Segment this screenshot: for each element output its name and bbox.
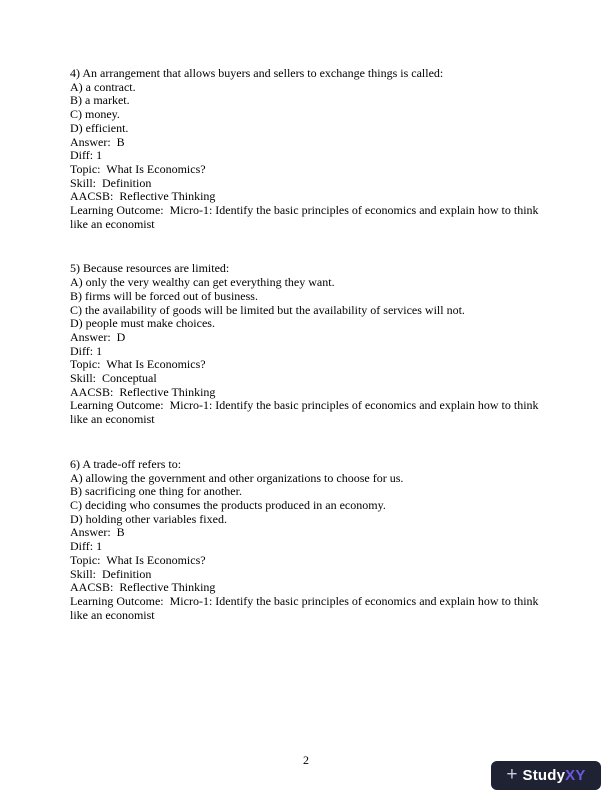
question-5: [70, 262, 543, 426]
learning-outcome-line: Learning Outcome: Micro-1: Identify the basic principles of economics and explain how to think like an economist: [70, 593, 542, 622]
page-number: 2: [303, 753, 309, 767]
question-4: [70, 67, 543, 231]
question-prompt: 5) Because resources are limited:: [70, 261, 230, 276]
choice-c: C) deciding who consumes the products produced in an economy.: [70, 497, 386, 512]
aacsb-line: AACSB: Reflective Thinking: [70, 189, 216, 204]
studyxy-logo: [491, 761, 601, 790]
answer-line: Answer: B: [70, 134, 125, 149]
brand-name-secondary: XY: [565, 767, 586, 784]
choice-c: C) the availability of goods will be limited but the availability of services will not.: [70, 302, 465, 317]
plus-icon: +: [506, 764, 518, 785]
choice-d: D) efficient.: [70, 120, 129, 135]
choice-c: C) money.: [70, 107, 120, 122]
choice-a: A) allowing the government and other organizations to choose for us.: [70, 470, 404, 485]
choice-b: B) sacrificing one thing for another.: [70, 484, 242, 499]
diff-line: Diff: 1: [70, 539, 103, 554]
topic-line: Topic: What Is Economics?: [70, 357, 206, 372]
choice-b: B) firms will be forced out of business.: [70, 288, 258, 303]
brand-name: [523, 767, 586, 784]
choice-a: A) a contract.: [70, 79, 136, 94]
topic-line: Topic: What Is Economics?: [70, 552, 206, 567]
choice-d: D) holding other variables fixed.: [70, 511, 227, 526]
choice-d: D) people must make choices.: [70, 316, 215, 331]
learning-outcome-line: Learning Outcome: Micro-1: Identify the basic principles of economics and explain how to think like an economist: [70, 203, 542, 231]
diff-line: Diff: 1: [70, 343, 103, 358]
question-prompt: 6) A trade-off refers to:: [70, 456, 182, 471]
skill-line: Skill: Conceptual: [70, 371, 157, 386]
answer-line: Answer: D: [70, 329, 126, 344]
choice-b: B) a market.: [70, 93, 130, 108]
diff-line: Diff: 1: [70, 148, 103, 163]
page-content: [70, 67, 543, 653]
brand-name-primary: Study: [522, 767, 566, 784]
skill-line: Skill: Definition: [70, 566, 152, 581]
question-6: [70, 458, 543, 622]
aacsb-line: AACSB: Reflective Thinking: [70, 580, 216, 595]
learning-outcome-line: Learning Outcome: Micro-1: Identify the basic principles of economics and explain how to think like an economist: [70, 398, 542, 427]
question-prompt: 4) An arrangement that allows buyers and sellers to exchange things is called:: [70, 66, 444, 80]
aacsb-line: AACSB: Reflective Thinking: [70, 384, 216, 399]
answer-line: Answer: B: [70, 525, 125, 540]
skill-line: Skill: Definition: [70, 175, 152, 190]
choice-a: A) only the very wealthy can get everything they want.: [70, 275, 335, 290]
topic-line: Topic: What Is Economics?: [70, 161, 206, 176]
